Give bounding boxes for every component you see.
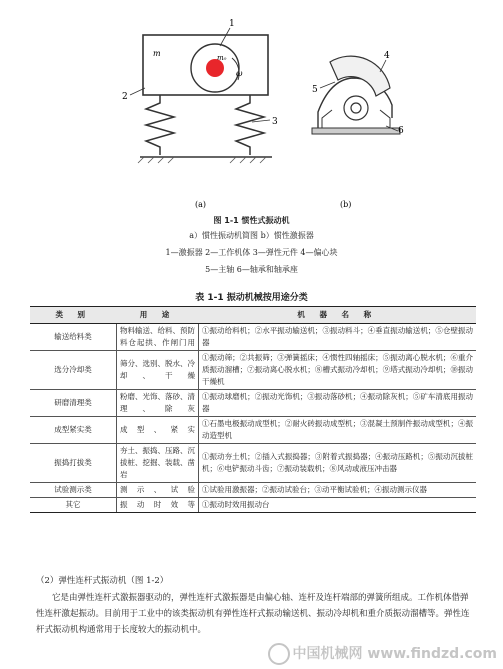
row-usage: 测示、试验	[117, 483, 199, 498]
row-devices: ①振动时效用振动台	[199, 498, 477, 513]
row-devices: ①振动夯土机；②插入式振捣器；③附着式振捣器；④振动压路机；⑤振动沉拔桩机；⑥电铲振动斗齿；⑦振动装载机；⑧风动或液压冲击器	[199, 444, 477, 483]
row-usage: 物料输送、给料、预防料仓起拱、作闸门用	[117, 324, 199, 351]
row-category: 输送给料类	[30, 324, 117, 351]
table-header-row	[30, 307, 476, 324]
figure-parts-line-1: 1—激振器 2—工作机体 3—弹性元件 4—偏心块	[165, 248, 338, 257]
watermark	[268, 643, 497, 665]
figure-title: 图 1-1 惯性式振动机	[213, 216, 290, 225]
ground-hatch	[138, 157, 266, 163]
table-row	[30, 351, 476, 390]
inertial-exciter	[312, 56, 400, 134]
right-spring	[236, 95, 264, 155]
usage-table	[30, 306, 476, 513]
label-a: (a)	[195, 200, 207, 209]
figure-1-1	[0, 0, 503, 210]
row-category: 研磨清理类	[30, 390, 117, 417]
vibrating-machine-diagram	[0, 0, 503, 210]
row-category: 振捣打拔类	[30, 444, 117, 483]
row-usage: 粉磨、光饰、落砂、清理、除灰	[117, 390, 199, 417]
row-devices: ①振动筛；②共振筛；③弹簧摇床；④惯性四轴摇床；⑤振动离心脱水机；⑥重介质振动溜槽；⑦振动离心脱水机；⑧槽式振动冷却机；⑨塔式振动冷却机；⑩振动干燥机	[199, 351, 477, 390]
row-usage: 筛分、选别、脱水、冷却、干燥	[117, 351, 199, 390]
watermark-logo-icon	[268, 643, 290, 665]
row-category: 试验测示类	[30, 483, 117, 498]
header-usage: 用 途	[117, 307, 199, 324]
watermark-text: 中国机械网 www.findzd.com	[292, 646, 497, 662]
row-devices: ①石墨电极振动成型机；②耐火砖振动成型机；③混凝土预制件振动成型机；④振动造型机	[199, 417, 477, 444]
label-2: 2	[122, 92, 128, 102]
table-row	[30, 444, 476, 483]
section-paragraph: 它是由弹性连杆式激振器驱动的，弹性连杆式激振器是由偏心轴、连杆及连杆端部的弹簧所组成。工作机体借弹性连杆激起振动。目前用于工业中的该类振动机有弹性连杆式振动输送机、振动冷却机和重介质振动溜槽等。弹性连杆式振动机构通常用于长度较大的振动机中。	[36, 593, 470, 635]
table-row	[30, 390, 476, 417]
table-row	[30, 324, 476, 351]
label-omega: ω	[236, 69, 243, 78]
row-category: 选分冷却类	[30, 351, 117, 390]
row-usage: 夯土、振捣、压路、沉拔桩、挖掘、装载、凿岩	[117, 444, 199, 483]
row-usage: 成型、紧实	[117, 417, 199, 444]
table-title: 表 1-1 振动机械按用途分类	[195, 293, 308, 303]
label-5: 5	[312, 85, 318, 95]
row-devices: ①振动给料机；②水平振动输送机；③振动料斗；④垂直振动输送机；⑤仓壁振动器	[199, 324, 477, 351]
label-6: 6	[398, 126, 404, 136]
label-4: 4	[384, 51, 390, 61]
eccentric-weight	[330, 56, 390, 96]
label-m: m	[153, 49, 161, 58]
table-row	[30, 483, 476, 498]
row-category: 其它	[30, 498, 117, 513]
table-row	[30, 417, 476, 444]
row-category: 成型紧实类	[30, 417, 117, 444]
header-category: 类 别	[30, 307, 117, 324]
work-body-rect	[143, 35, 268, 95]
section-heading: （2）弹性连杆式振动机（图 1-2）	[36, 576, 169, 586]
row-devices: ①试验用激振器；②振动试验台；③动平衡试验机；④振动测示仪器	[199, 483, 477, 498]
left-spring	[146, 95, 174, 155]
row-usage: 振动时效等	[117, 498, 199, 513]
label-b: (b)	[340, 200, 352, 209]
figure-subtitle: a）惯性振动机简图 b）惯性激振器	[189, 231, 314, 240]
header-devices: 机 器 名 称	[199, 307, 477, 324]
table-row	[30, 498, 476, 513]
figure-parts-line-2: 5—主轴 6—轴承和轴承座	[205, 265, 298, 274]
label-1: 1	[229, 19, 235, 29]
row-devices: ①振动球磨机；②振动光饰机；③振动落砂机；④振动除灰机；⑤矿车清底用振动器	[199, 390, 477, 417]
label-m0: m₀	[217, 54, 227, 62]
label-3: 3	[272, 117, 278, 127]
